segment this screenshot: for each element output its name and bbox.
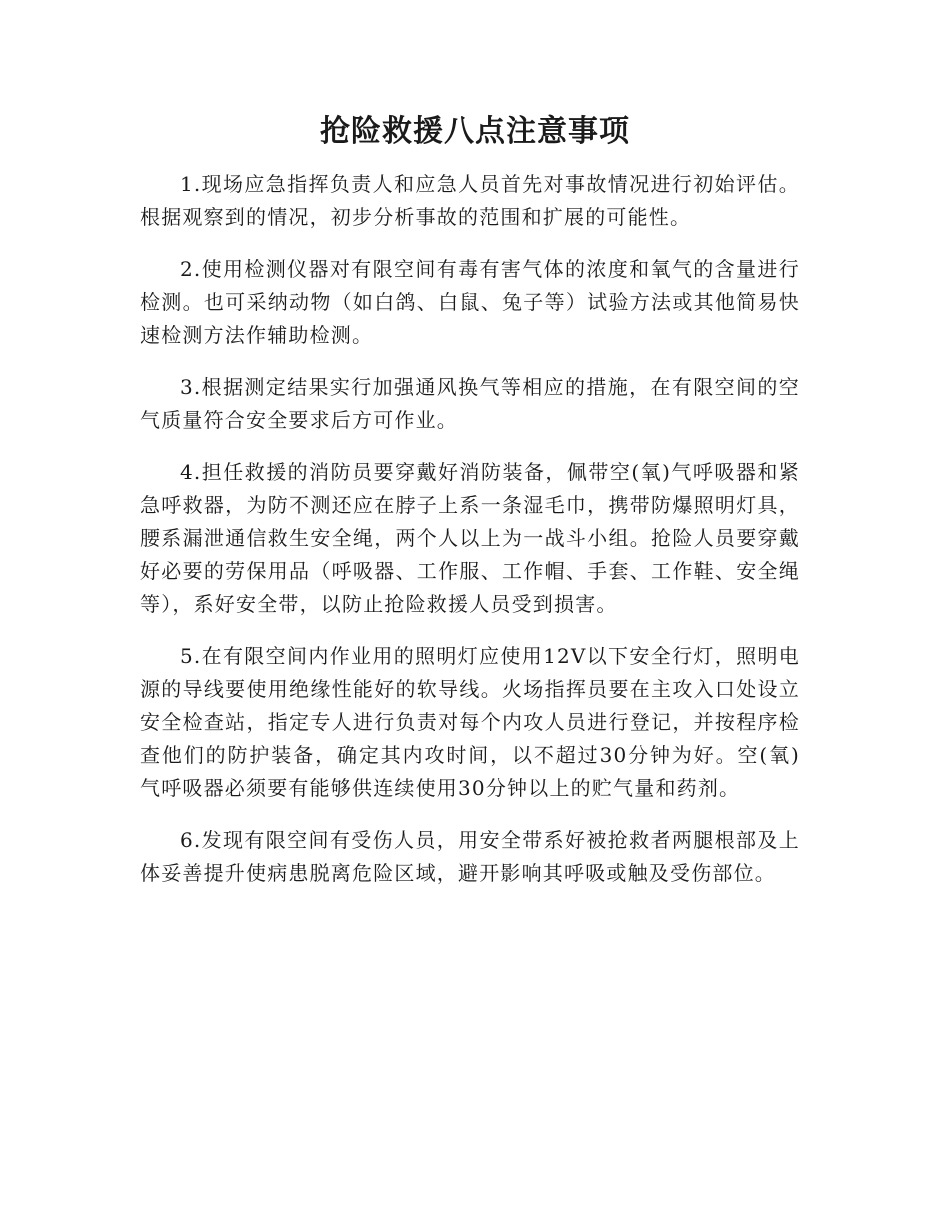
document-title: 抢险救援八点注意事项	[320, 114, 630, 149]
paragraph-4: 4.担任救援的消防员要穿戴好消防装备，佩带空(氧)气呼吸器和紧急呼救器，为防不测还应在脖子上系一条湿毛巾，携带防爆照明灯具，腰系漏泄通信救生安全绳，两个人以上为一战斗小组。抢险人员要穿戴好必要的劳保用品（呼吸器、工作服、工作帽、手套、工作鞋、安全绳等），系好安全带，以防止抢险救援人员受到损害。	[140, 460, 800, 616]
document-body	[140, 168, 800, 909]
paragraph-2: 2.使用检测仪器对有限空间有毒有害气体的浓度和氧气的含量进行检测。也可采纳动物（如白鸽、白鼠、兔子等）试验方法或其他简易快速检测方法作辅助检测。	[140, 257, 800, 347]
paragraph-6: 6.发现有限空间有受伤人员，用安全带系好被抢救者两腿根部及上体妥善提升使病患脱离危险区域，避开影响其呼吸或触及受伤部位。	[140, 828, 800, 885]
paragraph-5: 5.在有限空间内作业用的照明灯应使用12V以下安全行灯，照明电源的导线要使用绝缘性能好的软导线。火场指挥员要在主攻入口处设立安全检查站，指定专人进行负责对每个内攻人员进行登记，并按程序检查他们的防护装备，确定其内攻时间，以不超过30分钟为好。空(氧)气呼吸器必须要有能够供连续使用30分钟以上的贮气量和药剂。	[140, 644, 800, 800]
paragraph-1: 1.现场应急指挥负责人和应急人员首先对事故情况进行初始评估。根据观察到的情况，初步分析事故的范围和扩展的可能性。	[140, 172, 800, 229]
paragraph-3: 3.根据测定结果实行加强通风换气等相应的措施，在有限空间的空气质量符合安全要求后方可作业。	[140, 375, 800, 432]
